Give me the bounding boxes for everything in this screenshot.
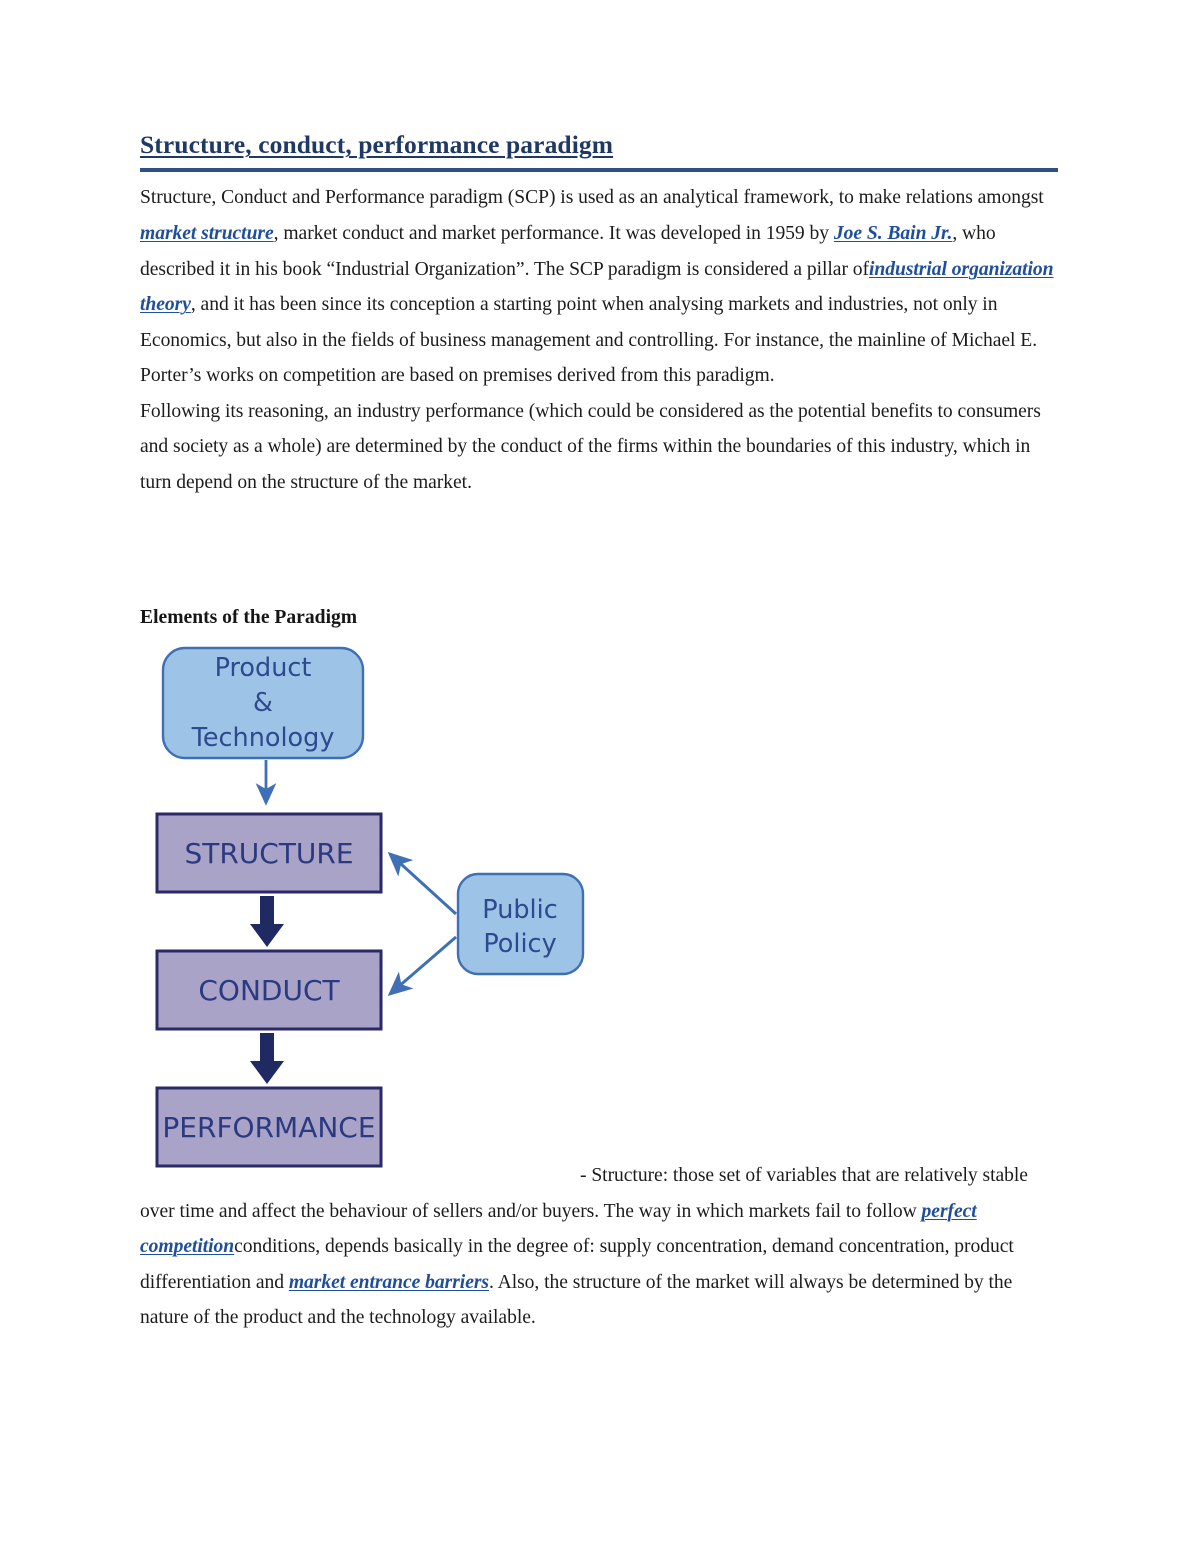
- document-content: [140, 130, 1060, 501]
- link-industrial-organization-theory[interactable]: industrial organization theory: [140, 258, 1054, 316]
- bottom-text-c: . Also, the structure of the market will always be determined by the nature of the product and the technology available.: [140, 1271, 1013, 1329]
- arrow-structure-to-conduct: [250, 896, 284, 947]
- link-joe-s-bain-jr[interactable]: Joe S. Bain Jr.: [833, 222, 953, 244]
- arrow-conduct-to-performance: [250, 1033, 284, 1084]
- paragraph-intro-1: [140, 180, 1060, 394]
- public-policy-label-line-1: Public: [482, 895, 558, 925]
- bottom-content: [140, 1158, 1060, 1336]
- link-market-structure[interactable]: market structure: [140, 222, 274, 244]
- diagram-node-product-technology[interactable]: [163, 648, 363, 758]
- title-underline-rule: [140, 168, 1058, 172]
- structure-label: STRUCTURE: [184, 837, 354, 870]
- section-heading-elements-of-the-paradigm: Elements of the Paradigm: [140, 607, 358, 628]
- diagram-node-public-policy[interactable]: [458, 874, 583, 974]
- intro-text-b: , market conduct and market performance. It was developed in 1959 by: [273, 222, 834, 244]
- intro-text-d: , and it has been since its conception a starting point when analysing markets and industries, not only in Economics, but also in the fields of business management and controlling. For instance, the mainline of Michael E. Porter’s works on competition are based on premises derived from this paradigm.: [140, 294, 1038, 387]
- diagram-node-structure[interactable]: [157, 814, 381, 892]
- diagram-node-performance[interactable]: [157, 1088, 381, 1166]
- performance-label: PERFORMANCE: [162, 1111, 376, 1144]
- intro-text-a: Structure, Conduct and Performance paradigm (SCP) is used as an analytical framework, to make relations amongst: [140, 187, 1044, 209]
- arrow-public-policy-to-conduct: [390, 937, 456, 994]
- bottom-text-a: - Structure: those set of variables that are relatively stable over time and affect the behaviour of sellers and/or buyers. The way in which markets fail to follow: [140, 1165, 1028, 1222]
- page-title: Structure, conduct, performance paradigm: [140, 130, 614, 159]
- arrow-public-policy-to-structure: [390, 854, 456, 914]
- product-technology-label-line-1: Product: [214, 653, 312, 683]
- link-perfect-competition[interactable]: perfect competition: [140, 1200, 977, 1258]
- scp-paradigm-diagram: [140, 637, 620, 1172]
- bottom-text-b: conditions, depends basically in the degree of: supply concentration, demand concentration, product differentiation and: [140, 1236, 1014, 1293]
- product-technology-label-line-3: Technology: [191, 723, 335, 753]
- intro-text-c: , who described it in his book “Industrial Organization”. The SCP paradigm is considered a pillar of: [140, 222, 996, 280]
- link-market-entrance-barriers[interactable]: market entrance barriers: [288, 1271, 489, 1293]
- diagram-text-wrap-spacer: [140, 1158, 580, 1192]
- product-technology-label-line-2: &: [253, 688, 273, 718]
- conduct-label: CONDUCT: [198, 974, 340, 1007]
- paragraph-intro-2: Following its reasoning, an industry performance (which could be considered as the potential benefits to consumers and society as a whole) are determined by the conduct of the firms within the boundaries of this industry, which in turn depend on the structure of the market.: [140, 400, 1041, 494]
- public-policy-label-line-2: Policy: [483, 929, 557, 959]
- diagram-node-conduct[interactable]: [157, 951, 381, 1029]
